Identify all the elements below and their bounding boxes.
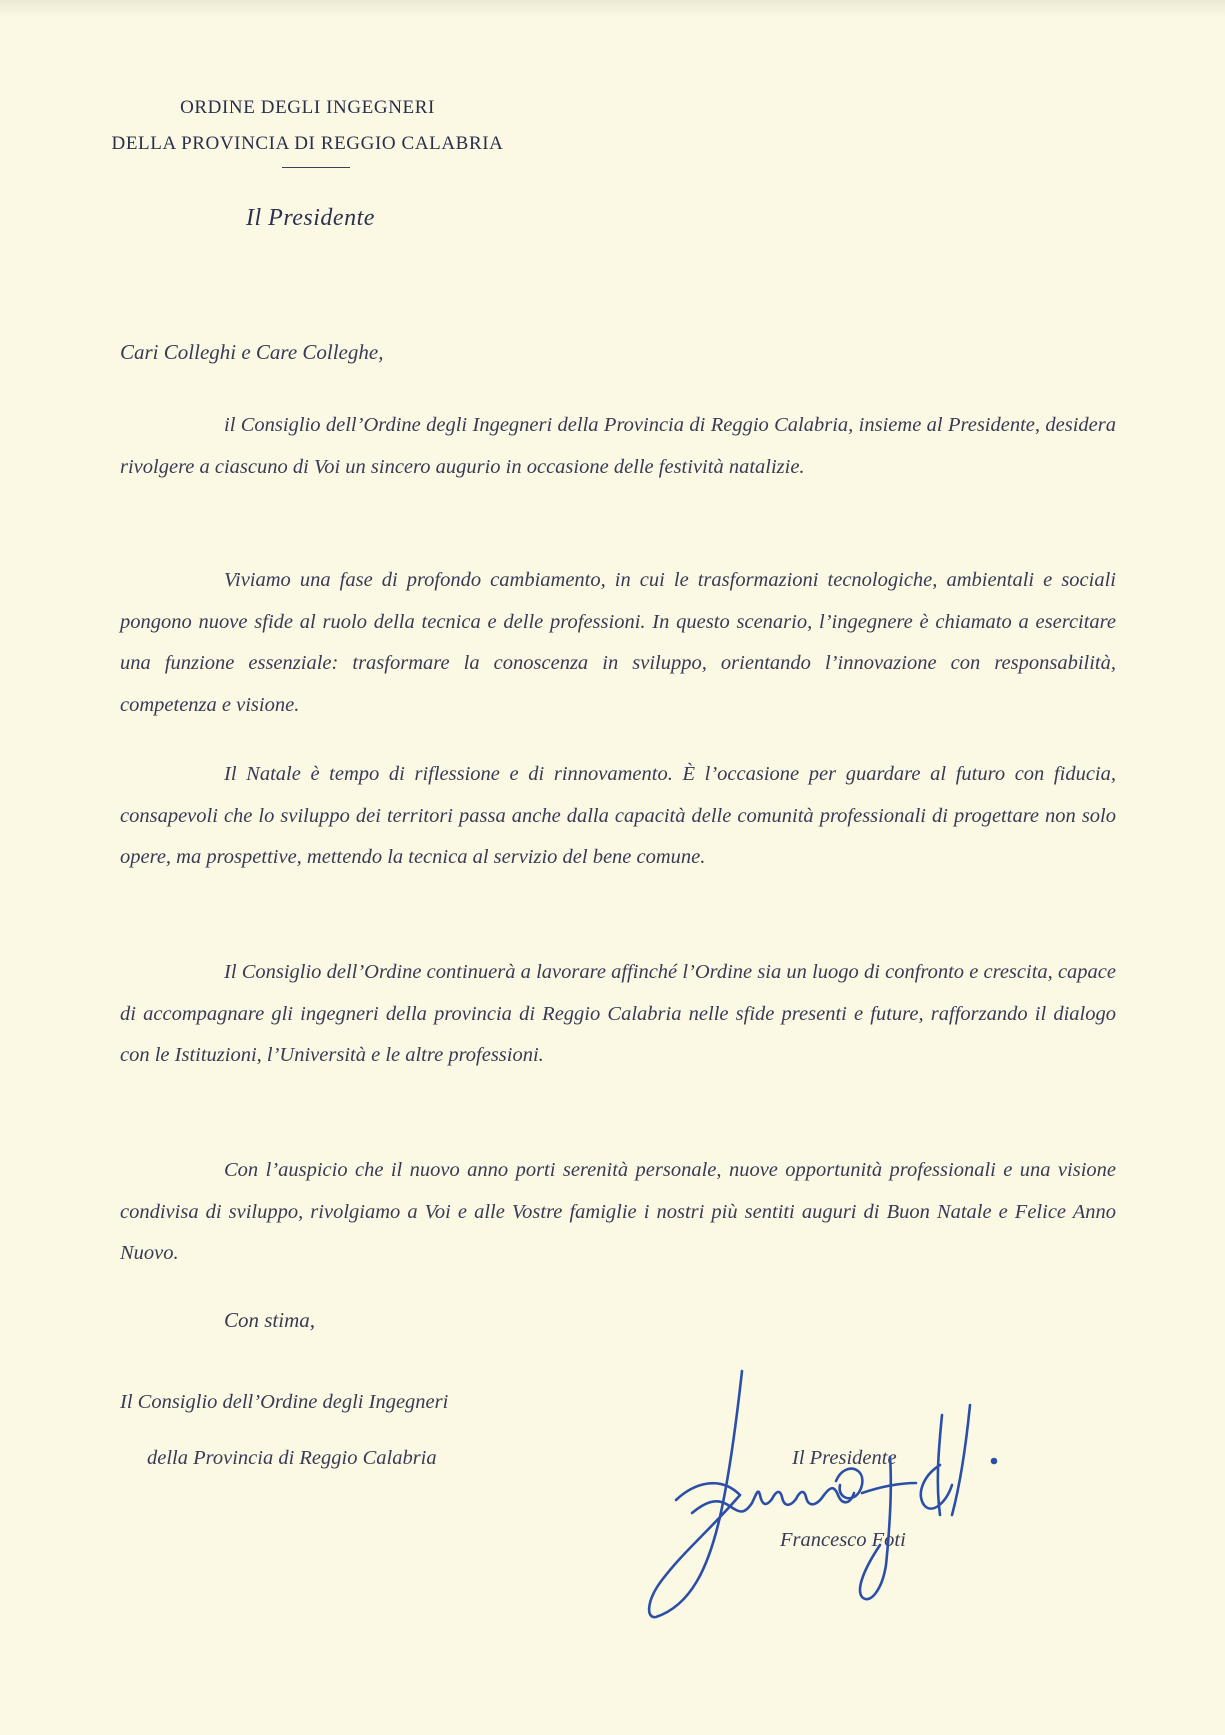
signature-stroke-rancesco bbox=[692, 1488, 854, 1513]
paragraph-council: Il Consiglio dell’Ordine continuerà a lavorare affinché l’Ordine sia un luogo di confronto e crescita, capace di accompagnare gli ingegneri della provincia di Reggio Calabria nelle sfide presenti e future, rafforzando il dialogo con le Istituzioni, l’Università e le altre professioni. bbox=[120, 961, 1116, 1066]
letterhead bbox=[80, 90, 535, 162]
signature-stroke-f-bar bbox=[676, 1483, 740, 1500]
president-title: Il Presidente bbox=[792, 1447, 897, 1469]
closing: Con stima, bbox=[224, 1308, 316, 1332]
page-shadow bbox=[0, 0, 1225, 18]
council-signature-line-2: della Provincia di Reggio Calabria bbox=[147, 1447, 437, 1469]
signature-stroke-o bbox=[836, 1469, 862, 1499]
signature-stroke-f bbox=[649, 1371, 742, 1617]
president-office-title: Il Presidente bbox=[246, 205, 375, 231]
salutation: Cari Colleghi e Care Colleghe, bbox=[120, 340, 384, 364]
signature-stroke-i bbox=[952, 1405, 970, 1515]
paragraph-change: Viviamo una fase di profondo cambiamento, in cui le trasformazioni tecnologiche, ambientali e sociali pongono nuove sfide al ruolo della tecnica e delle professioni. In questo scenario, l’ingegnere è chiamato a esercitare una funzione essenziale: trasformare la conoscenza in sviluppo, orientando l’innovazione con responsabilità, competenza e visione. bbox=[120, 569, 1116, 716]
signature-dot bbox=[992, 1459, 996, 1463]
letterhead-divider bbox=[282, 167, 350, 168]
signature-stroke-f2-bar bbox=[862, 1483, 916, 1493]
signature-stroke-f2 bbox=[860, 1457, 891, 1599]
paragraph-wishes: Con l’auspicio che il nuovo anno porti serenità personale, nuove opportunità professionali e una visione condivisa di sviluppo, rivolgiamo a Voi e alle Vostre famiglie i nostri più sentiti auguri di Buon Natale e Felice Anno Nuovo. bbox=[120, 1159, 1116, 1264]
letterhead-line-1: ORDINE DEGLI INGEGNERI bbox=[180, 97, 435, 118]
paragraph-christmas: Il Natale è tempo di riflessione e di rinnovamento. È l’occasione per guardare al futuro con fiducia, consapevoli che lo sviluppo dei territori passa anche dalla capacità delle comunità professionali di progettare non solo opere, ma prospettive, mettendo la tecnica al servizio del bene comune. bbox=[120, 763, 1116, 868]
signature-stroke-o2 bbox=[921, 1465, 952, 1509]
president-name: Francesco Foti bbox=[780, 1529, 906, 1551]
letterhead-line-2: DELLA PROVINCIA DI REGGIO CALABRIA bbox=[111, 133, 504, 154]
handwritten-signature bbox=[640, 1365, 1070, 1625]
paragraph-greeting: il Consiglio dell’Ordine degli Ingegneri della Provincia di Reggio Calabria, insieme al Presidente, desidera rivolgere a ciascuno di Voi un sincero augurio in occasione delle festività natalizie. bbox=[120, 414, 1116, 478]
council-signature-line-1: Il Consiglio dell’Ordine degli Ingegneri bbox=[120, 1391, 449, 1413]
